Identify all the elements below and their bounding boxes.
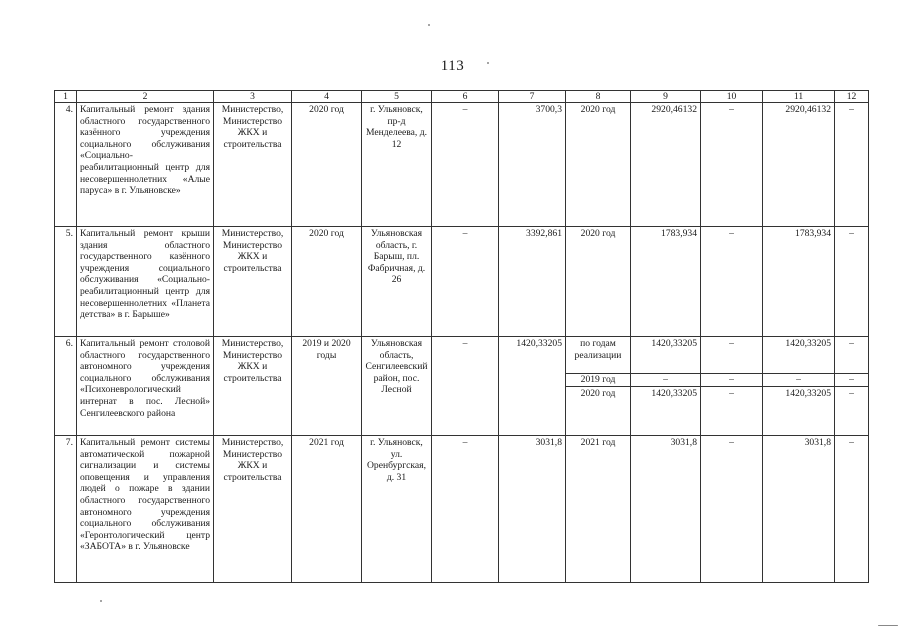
column-header: 1 xyxy=(55,91,77,103)
column-header: 9 xyxy=(631,91,701,103)
project-title: Капитальный ремонт столовой областного государственного автономного учреждения социального обслуживания «Психоневрологический интернат в пос. Лесной» Сенгилеевского района xyxy=(77,337,214,436)
responsible-ministry: Министерство, Министерство ЖКХ и строительства xyxy=(214,103,292,227)
cell-col8: 2020 год xyxy=(566,387,631,436)
cell-col6: – xyxy=(432,337,499,436)
project-title: Капитальный ремонт здания областного государственного казённого учреждения социального обслуживания «Социально-реабилитационный центр для несовершеннолетних «Алые паруса» в г. Ульяновске» xyxy=(77,103,214,227)
cell-col8: 2020 год xyxy=(566,103,631,227)
page-number: 113 xyxy=(440,58,465,74)
cell-col8: 2020 год xyxy=(566,227,631,337)
implementation-period: 2020 год xyxy=(292,227,362,337)
projects-table xyxy=(54,90,869,583)
cell-col7: 3031,8 xyxy=(499,436,566,583)
row-number: 6. xyxy=(55,337,77,436)
object-address: Ульяновская область, Сенгилеевский район, пос. Лесной xyxy=(362,337,432,436)
cell-col10: – xyxy=(701,103,763,227)
cell-col7: 3700,3 xyxy=(499,103,566,227)
column-header: 8 xyxy=(566,91,631,103)
cell-col10: – xyxy=(701,387,763,436)
cell-col6: – xyxy=(432,227,499,337)
cell-col11: 2920,46132 xyxy=(763,103,835,227)
cell-col12: – xyxy=(835,337,869,374)
responsible-ministry: Министерство, Министерство ЖКХ и строительства xyxy=(214,337,292,436)
cell-col9: 2920,46132 xyxy=(631,103,701,227)
cell-col8: 2021 год xyxy=(566,436,631,583)
column-header: 10 xyxy=(701,91,763,103)
cell-col10: – xyxy=(701,227,763,337)
table-row xyxy=(55,337,869,374)
implementation-period: 2021 год xyxy=(292,436,362,583)
cell-col10: – xyxy=(701,374,763,387)
column-header: 4 xyxy=(292,91,362,103)
cell-col12: – xyxy=(835,436,869,583)
responsible-ministry: Министерство, Министерство ЖКХ и строительства xyxy=(214,227,292,337)
header-row xyxy=(55,91,869,103)
cell-col11: 1783,934 xyxy=(763,227,835,337)
cell-col9: 1420,33205 xyxy=(631,387,701,436)
object-address: г. Ульяновск, пр-д Менделеева, д. 12 xyxy=(362,103,432,227)
table-row xyxy=(55,227,869,337)
object-address: Ульяновская область, г. Барыш, пл. Фабричная, д. 26 xyxy=(362,227,432,337)
column-header: 12 xyxy=(835,91,869,103)
cell-col7: 1420,33205 xyxy=(499,337,566,436)
object-address: г. Ульяновск, ул. Оренбургская, д. 31 xyxy=(362,436,432,583)
cell-col11: 3031,8 xyxy=(763,436,835,583)
cell-col9: – xyxy=(631,374,701,387)
cell-col11: 1420,33205 xyxy=(763,337,835,374)
implementation-period: 2020 год xyxy=(292,103,362,227)
cell-col12: – xyxy=(835,103,869,227)
cell-col6: – xyxy=(432,436,499,583)
cell-col6: – xyxy=(432,103,499,227)
implementation-period: 2019 и 2020 годы xyxy=(292,337,362,436)
row-number: 5. xyxy=(55,227,77,337)
cell-col9: 3031,8 xyxy=(631,436,701,583)
row-number: 7. xyxy=(55,436,77,583)
cell-col9: 1420,33205 xyxy=(631,337,701,374)
scan-speck xyxy=(487,62,489,64)
column-header: 3 xyxy=(214,91,292,103)
column-header: 11 xyxy=(763,91,835,103)
project-title: Капитальный ремонт системы автоматической пожарной сигнализации и системы оповещения и управления людей о пожаре в здании областного государственного автономного учреждения социального обслуживания «Геронтологический центр «ЗАБОТА» в г. Ульяновске xyxy=(77,436,214,583)
scan-speck xyxy=(878,625,898,626)
cell-col11: – xyxy=(763,374,835,387)
column-header: 6 xyxy=(432,91,499,103)
column-header: 7 xyxy=(499,91,566,103)
cell-col12: – xyxy=(835,387,869,436)
cell-col7: 3392,861 xyxy=(499,227,566,337)
column-header: 2 xyxy=(77,91,214,103)
cell-col8: 2019 год xyxy=(566,374,631,387)
table-row xyxy=(55,103,869,227)
project-title: Капитальный ремонт крыши здания областного государственного казённого учреждения социального обслуживания «Социально-реабилитационный центр для несовершеннолетних «Планета детства» в г. Барыше» xyxy=(77,227,214,337)
responsible-ministry: Министерство, Министерство ЖКХ и строительства xyxy=(214,436,292,583)
cell-col12: – xyxy=(835,374,869,387)
cell-col11: 1420,33205 xyxy=(763,387,835,436)
cell-col10: – xyxy=(701,436,763,583)
column-header: 5 xyxy=(362,91,432,103)
cell-col9: 1783,934 xyxy=(631,227,701,337)
cell-col8: по годам реализации xyxy=(566,337,631,374)
row-number: 4. xyxy=(55,103,77,227)
scan-speck xyxy=(428,24,430,26)
scan-speck xyxy=(100,600,102,602)
cell-col12: – xyxy=(835,227,869,337)
cell-col10: – xyxy=(701,337,763,374)
table-row xyxy=(55,436,869,583)
